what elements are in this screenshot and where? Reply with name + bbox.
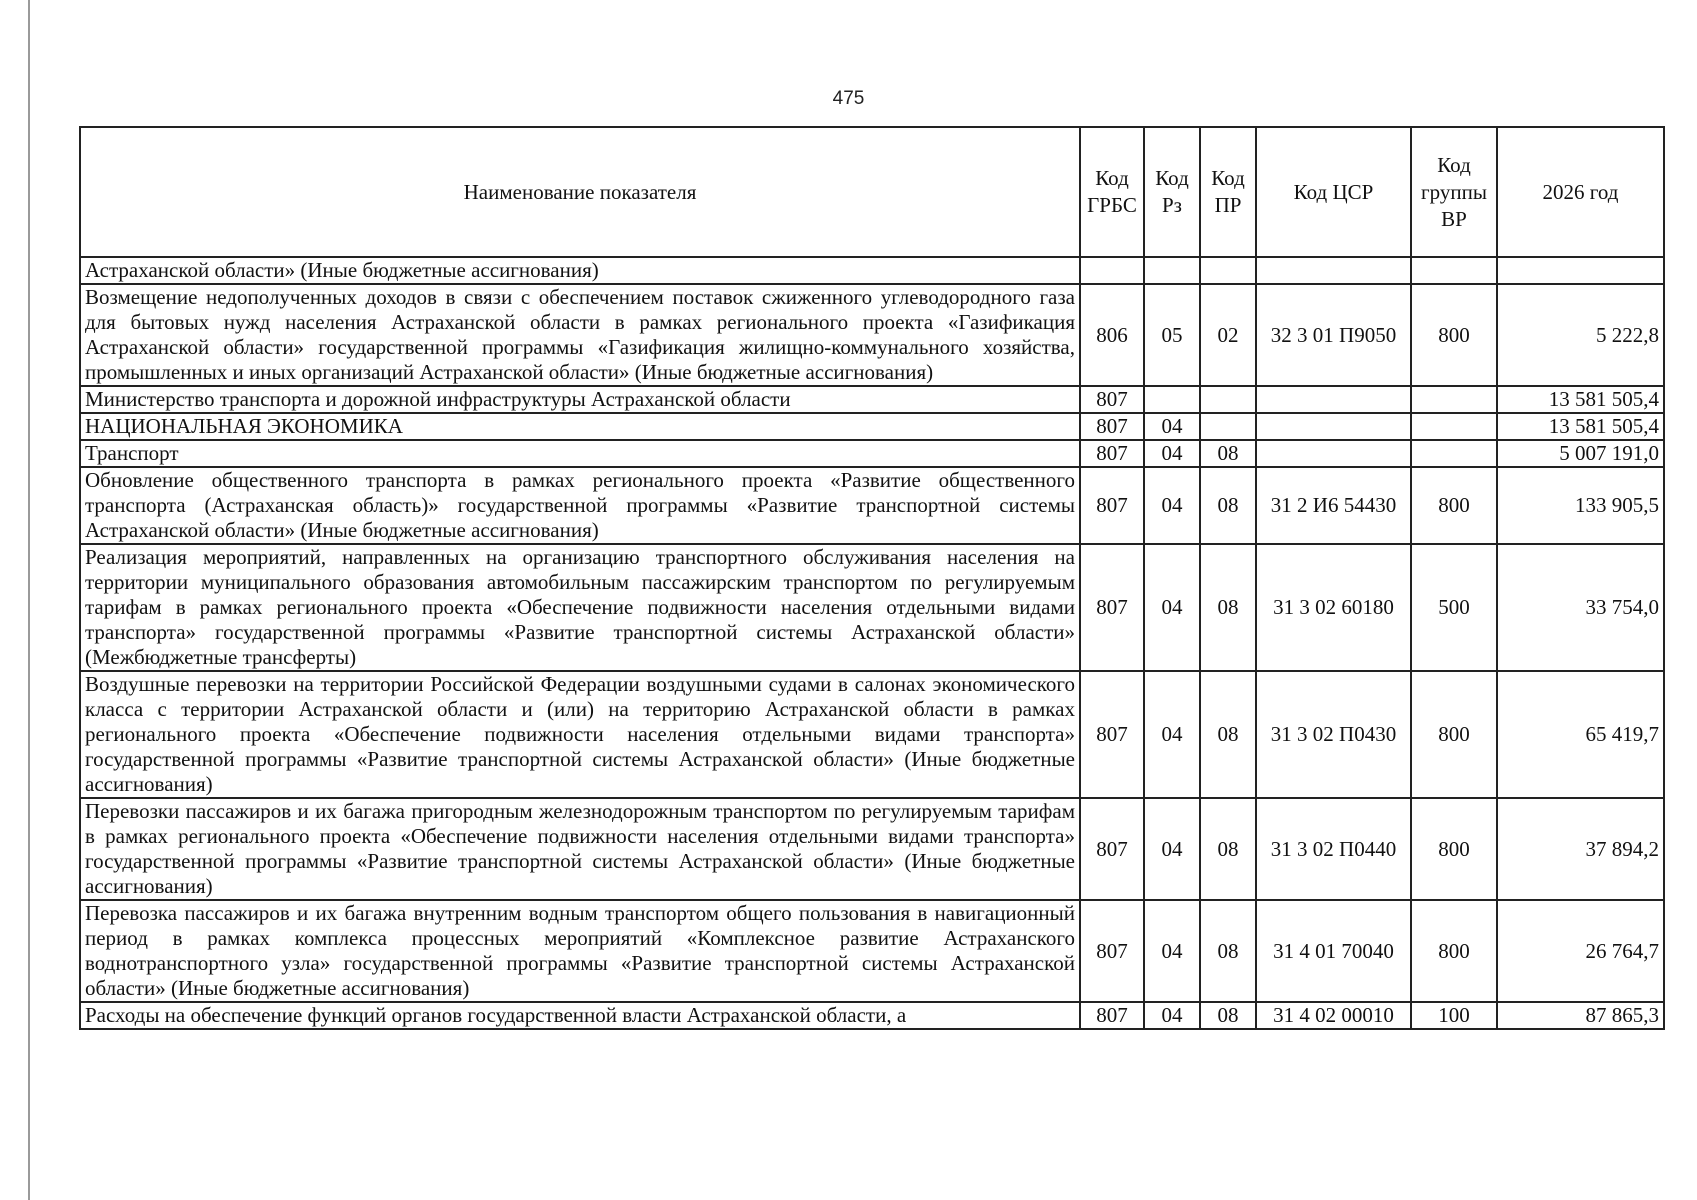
cell-vr [1411, 413, 1497, 440]
header-name: Наименование показателя [80, 127, 1080, 257]
cell-csr: 31 2 И6 54430 [1256, 467, 1411, 544]
cell-rz: 04 [1144, 671, 1200, 798]
cell-vr: 800 [1411, 798, 1497, 900]
cell-rz: 05 [1144, 284, 1200, 386]
cell-vr: 800 [1411, 671, 1497, 798]
cell-pr: 08 [1200, 544, 1256, 671]
cell-pr: 08 [1200, 1002, 1256, 1029]
cell-pr: 08 [1200, 671, 1256, 798]
cell-rz [1144, 257, 1200, 284]
header-grbs: Код ГРБС [1080, 127, 1144, 257]
cell-grbs [1080, 257, 1144, 284]
table-row [80, 284, 1664, 386]
cell-csr: 31 3 02 П0440 [1256, 798, 1411, 900]
cell-vr: 100 [1411, 1002, 1497, 1029]
header-rz: Код Рз [1144, 127, 1200, 257]
table-row [80, 386, 1664, 413]
cell-amount: 5 007 191,0 [1497, 440, 1664, 467]
header-vr: Код группы ВР [1411, 127, 1497, 257]
cell-name: НАЦИОНАЛЬНАЯ ЭКОНОМИКА [80, 413, 1080, 440]
cell-grbs: 807 [1080, 386, 1144, 413]
cell-pr: 08 [1200, 467, 1256, 544]
cell-grbs: 807 [1080, 900, 1144, 1002]
header-pr: Код ПР [1200, 127, 1256, 257]
table-row [80, 544, 1664, 671]
cell-grbs: 807 [1080, 798, 1144, 900]
table-row [80, 671, 1664, 798]
cell-pr: 08 [1200, 440, 1256, 467]
cell-pr: 08 [1200, 798, 1256, 900]
header-csr: Код ЦСР [1256, 127, 1411, 257]
cell-pr [1200, 386, 1256, 413]
cell-grbs: 806 [1080, 284, 1144, 386]
cell-name: Возмещение недополученных доходов в связи с обеспечением поставок сжиженного углеводородного газа для бытовых нужд населения Астраханской области в рамках регионального проекта «Газификация Астраханской области» государственной программы «Газификация жилищно-коммунального хозяйства, промышленных и иных организаций Астраханской области» (Иные бюджетные ассигнования) [80, 284, 1080, 386]
cell-rz: 04 [1144, 900, 1200, 1002]
cell-csr [1256, 257, 1411, 284]
cell-vr: 800 [1411, 900, 1497, 1002]
cell-name: Министерство транспорта и дорожной инфраструктуры Астраханской области [80, 386, 1080, 413]
cell-amount: 65 419,7 [1497, 671, 1664, 798]
cell-rz: 04 [1144, 1002, 1200, 1029]
cell-amount: 87 865,3 [1497, 1002, 1664, 1029]
cell-vr: 800 [1411, 467, 1497, 544]
cell-csr: 31 3 02 60180 [1256, 544, 1411, 671]
cell-grbs: 807 [1080, 440, 1144, 467]
cell-name: Обновление общественного транспорта в рамках регионального проекта «Развитие общественного транспорта (Астраханская область)» государственной программы «Развитие транспортной системы Астраханской области» (Иные бюджетные ассигнования) [80, 467, 1080, 544]
cell-rz: 04 [1144, 544, 1200, 671]
cell-grbs: 807 [1080, 467, 1144, 544]
cell-grbs: 807 [1080, 671, 1144, 798]
cell-pr [1200, 257, 1256, 284]
cell-amount [1497, 257, 1664, 284]
table-row [80, 440, 1664, 467]
table-row [80, 413, 1664, 440]
page-number: 475 [832, 88, 865, 109]
cell-csr: 31 4 01 70040 [1256, 900, 1411, 1002]
cell-grbs: 807 [1080, 544, 1144, 671]
table-row [80, 1002, 1664, 1029]
table-row [80, 900, 1664, 1002]
table-row [80, 798, 1664, 900]
cell-pr [1200, 413, 1256, 440]
cell-name: Астраханской области» (Иные бюджетные ассигнования) [80, 257, 1080, 284]
cell-csr [1256, 413, 1411, 440]
cell-name: Реализация мероприятий, направленных на организацию транспортного обслуживания населения на территории муниципального образования автомобильным пассажирским транспортом по регулируемым тарифам в рамках регионального проекта «Обеспечение подвижности населения отдельными видами транспорта» государственной программы «Развитие транспортной системы Астраханской области» (Межбюджетные трансферты) [80, 544, 1080, 671]
cell-grbs: 807 [1080, 413, 1144, 440]
cell-csr: 31 4 02 00010 [1256, 1002, 1411, 1029]
cell-name: Транспорт [80, 440, 1080, 467]
cell-amount: 133 905,5 [1497, 467, 1664, 544]
header-row [80, 127, 1664, 257]
cell-rz: 04 [1144, 798, 1200, 900]
cell-name: Перевозка пассажиров и их багажа внутренним водным транспортом общего пользования в навигационный период в рамках комплекса процессных мероприятий «Комплексное развитие Астраханского воднотранспортного узла» государственной программы «Развитие транспортной системы Астраханской области» (Иные бюджетные ассигнования) [80, 900, 1080, 1002]
cell-grbs: 807 [1080, 1002, 1144, 1029]
budget-table [79, 126, 1665, 1030]
cell-amount: 13 581 505,4 [1497, 386, 1664, 413]
table-row [80, 467, 1664, 544]
cell-amount: 33 754,0 [1497, 544, 1664, 671]
cell-amount: 37 894,2 [1497, 798, 1664, 900]
cell-vr [1411, 257, 1497, 284]
cell-rz [1144, 386, 1200, 413]
cell-vr: 800 [1411, 284, 1497, 386]
cell-amount: 13 581 505,4 [1497, 413, 1664, 440]
cell-pr: 08 [1200, 900, 1256, 1002]
cell-pr: 02 [1200, 284, 1256, 386]
cell-amount: 5 222,8 [1497, 284, 1664, 386]
cell-name: Воздушные перевозки на территории Российской Федерации воздушными судами в салонах экономического класса с территории Астраханской области и (или) на территорию Астраханской области в рамках регионального проекта «Обеспечение подвижности населения отдельными видами транспорта» государственной программы «Развитие транспортной системы Астраханской области» (Иные бюджетные ассигнования) [80, 671, 1080, 798]
header-year: 2026 год [1497, 127, 1664, 257]
cell-csr [1256, 386, 1411, 413]
cell-vr [1411, 386, 1497, 413]
cell-rz: 04 [1144, 467, 1200, 544]
cell-amount: 26 764,7 [1497, 900, 1664, 1002]
table-row [80, 257, 1664, 284]
cell-rz: 04 [1144, 440, 1200, 467]
cell-rz: 04 [1144, 413, 1200, 440]
cell-csr: 32 3 01 П9050 [1256, 284, 1411, 386]
margin-line [28, 0, 30, 1200]
cell-name: Расходы на обеспечение функций органов государственной власти Астраханской области, а [80, 1002, 1080, 1029]
cell-csr: 31 3 02 П0430 [1256, 671, 1411, 798]
cell-name: Перевозки пассажиров и их багажа пригородным железнодорожным транспортом по регулируемым тарифам в рамках регионального проекта «Обеспечение подвижности населения отдельными видами транспорта» государственной программы «Развитие транспортной системы Астраханской области» (Иные бюджетные ассигнования) [80, 798, 1080, 900]
cell-vr [1411, 440, 1497, 467]
cell-vr: 500 [1411, 544, 1497, 671]
cell-csr [1256, 440, 1411, 467]
